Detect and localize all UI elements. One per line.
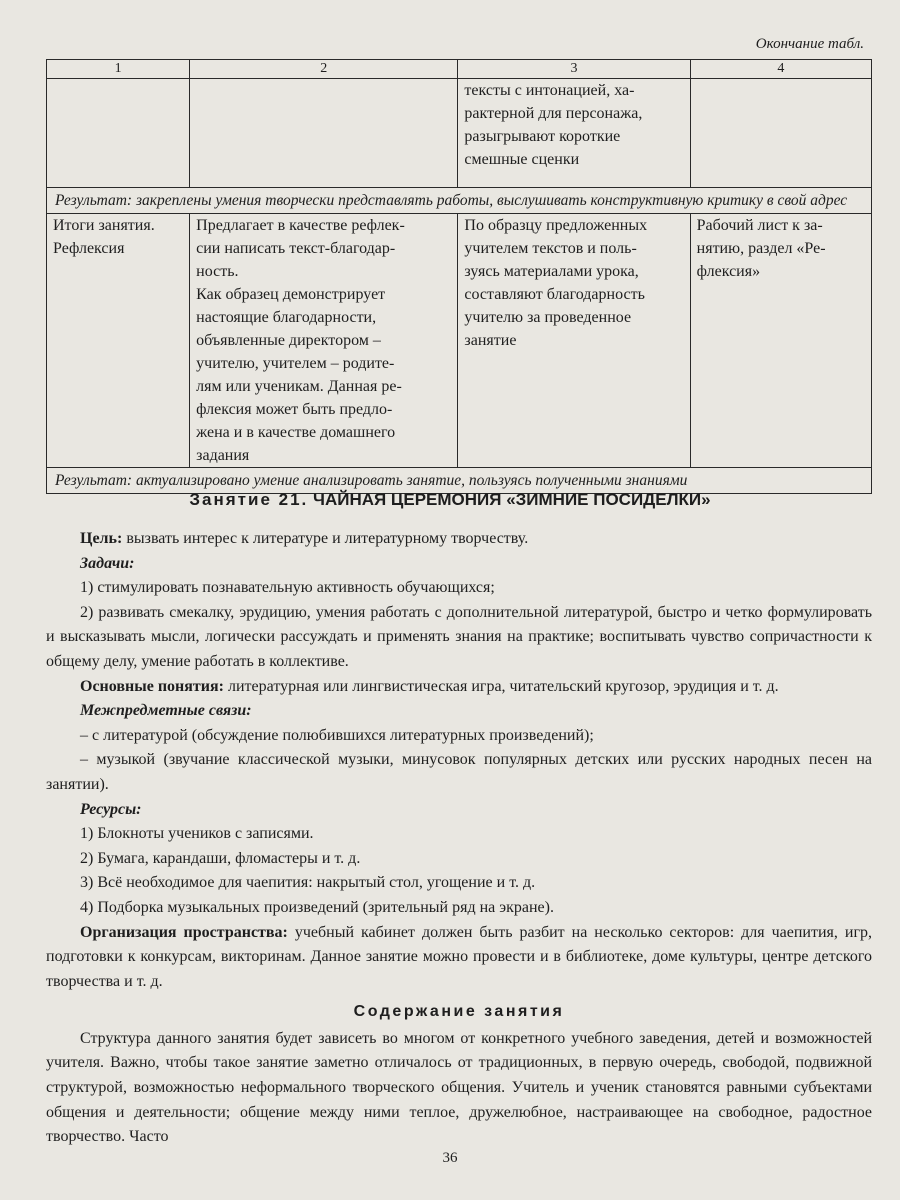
table-header-cell: 4 bbox=[690, 60, 871, 79]
space-label: Организация пространства: bbox=[80, 923, 288, 941]
result-row bbox=[47, 188, 872, 214]
resources-label: Ресурсы: bbox=[80, 800, 142, 818]
concepts-paragraph bbox=[46, 675, 872, 700]
table-row bbox=[47, 214, 872, 468]
content-paragraph: Структура данного занятия будет зависеть во многом от конкретного учебного заведения, детей и возможностей учителя. Важно, чтобы такое занятие заметно отличалось от традиционных, в первую очередь, свободой, подвижной структурой, возможностью неформального творческого общения. Учитель и ученик становятся равными субъектами общения и деятельности; общение между ними теплое, дружелюбное, настраивающее на свободное, радостное творчество. Часто bbox=[46, 1029, 872, 1146]
links-label: Межпредметные связи: bbox=[80, 702, 252, 720]
table-cell bbox=[190, 79, 458, 188]
lesson-body bbox=[46, 527, 872, 1150]
space-text: учебный кабинет должен быть разбит на несколько секторов: для чаепития, игр, подготовки к конкурсам, викторинам. Данное занятие можно провести и в библиотеке, доме культуры, центре детского творчества и т. д. bbox=[46, 923, 872, 990]
resource-item: 3) Всё необходимое для чаепития: накрытый стол, угощение и т. д. bbox=[80, 874, 536, 892]
content-heading: Содержание занятия bbox=[353, 1003, 565, 1021]
goal-label: Цель: bbox=[80, 530, 123, 547]
resource-item: 4) Подборка музыкальных произведений (зрительный ряд на экране). bbox=[80, 898, 554, 916]
space-paragraph bbox=[46, 921, 872, 995]
task-item: 1) стимулировать познавательную активность обучающихся; bbox=[80, 579, 495, 597]
table-cell-teacher: Предлагает в качестве рефлек- сии написать текст-благодар- ность. Как образец демонстрирует настоящие благодарности, объявленные директором – учителю, учителем – родите- лям или ученикам. Данная ре- флексия может быть предло- жена и в качестве домашнего задания bbox=[190, 214, 458, 468]
link-item: – с литературой (обсуждение полюбившихся литературных произведений); bbox=[80, 726, 594, 744]
resource-item: 2) Бумага, карандаши, фломастеры и т. д. bbox=[80, 849, 361, 867]
table-row bbox=[47, 79, 872, 188]
lesson-table bbox=[46, 59, 872, 494]
table-cell-materials: Рабочий лист к за- нятию, раздел «Ре- флексия» bbox=[690, 214, 871, 468]
page-number: 36 bbox=[442, 1150, 458, 1166]
lesson-title bbox=[0, 490, 900, 510]
table-header-cell: 3 bbox=[458, 60, 690, 79]
resource-item: 1) Блокноты учеников с записями. bbox=[80, 825, 314, 843]
table-header-row bbox=[47, 60, 872, 79]
concepts-text: литературная или лингвистическая игра, читательский кругозор, эрудиция и т. д. bbox=[227, 677, 779, 695]
link-item: – музыкой (звучание классической музыки, минусовок популярных детских или русских народных песен на занятии). bbox=[46, 751, 872, 793]
continuation-label: Окончание табл. bbox=[755, 36, 864, 52]
table-cell bbox=[47, 79, 190, 188]
result-text: Результат: закреплены умения творчески представлять работы, выслушивать конструктивную критику в свой адрес bbox=[47, 188, 872, 214]
concepts-label: Основные понятия: bbox=[80, 677, 224, 695]
table-header-cell: 1 bbox=[47, 60, 190, 79]
task-item: 2) развивать смекалку, эрудицию, умения работать с дополнительной литературой, быстро и четко формулировать и высказывать мысли, логически рассуждать и применять знания на практике; воспитывать чувство сопричастности к общему делу, умение работать в коллективе. bbox=[46, 603, 872, 670]
goal-text: вызвать интерес к литературе и литературному творчеству. bbox=[126, 530, 529, 547]
lesson-title-prefix: Занятие 21. bbox=[189, 490, 309, 509]
result-text: Результат: актуализировано умение анализировать занятие, пользуясь полученными знаниями bbox=[47, 468, 872, 494]
goal-paragraph bbox=[46, 527, 872, 552]
table-header-cell: 2 bbox=[190, 60, 458, 79]
table-cell-stage: Итоги занятия. Рефлексия bbox=[47, 214, 190, 468]
tasks-label: Задачи: bbox=[80, 554, 135, 572]
table-cell-students: По образцу предложенных учителем текстов и поль- зуясь материалами урока, составляют благодарность учителю за проведенное занятие bbox=[458, 214, 690, 468]
table-cell bbox=[690, 79, 871, 188]
lesson-title-main: ЧАЙНАЯ ЦЕРЕМОНИЯ «ЗИМНИЕ ПОСИДЕЛКИ» bbox=[313, 490, 711, 509]
table-cell: тексты с интонацией, ха- рактерной для персонажа, разыгрывают короткие смешные сценки bbox=[458, 79, 690, 188]
